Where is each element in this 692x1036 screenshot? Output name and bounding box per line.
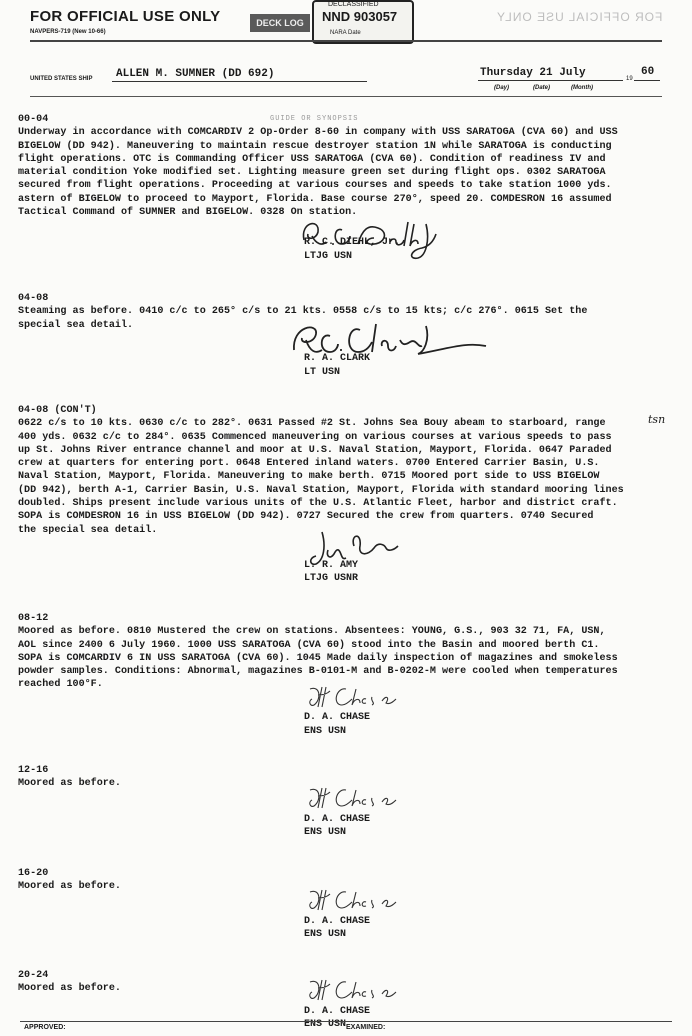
signer-name: D. A. CHASE — [304, 814, 371, 825]
log-year: 60 — [641, 66, 655, 78]
watch-text: Moored as before. 0810 Mustered the crew on stations. Absentees: YOUNG, G.S., 903 32 71, FA, USN, AOL since 2400 6 July 1960. 1000 USS SARATOGA (CVA 60) stood into the Basin and moored berth C1. SOPA is COMCARDIV 6 IN USS SARATOGA (CVA 60). 1045 Made daily inspection of magazines and smokeless powder samples. Conditions: Abnormal, magazines B-0101-M and B-0202-M were cooled when temperatures reached 100°F. — [18, 626, 618, 691]
signer-name: R. C. DIEHL, Jr. — [304, 237, 401, 248]
signer-rank: ENS USN — [304, 726, 347, 737]
footer-rule — [20, 1021, 672, 1022]
ship-underline — [112, 81, 367, 82]
stamp-line3: NARA Date — [330, 30, 361, 36]
signer-rank: LT USN — [304, 367, 341, 378]
classification-banner: FOR OFFICIAL USE ONLY — [30, 8, 221, 25]
watch-time: 20-24 — [18, 970, 49, 981]
declassified-stamp — [312, 0, 414, 44]
stamp-line1: DECLASSIFIED — [328, 1, 379, 8]
signer-name: D. A. CHASE — [304, 712, 371, 723]
watch-text: Moored as before. — [18, 983, 121, 995]
watch-time: 04-08 — [18, 293, 49, 304]
top-rule — [30, 40, 662, 42]
signer-rank: LTJG USNR — [304, 573, 359, 584]
watch-entry — [18, 612, 658, 692]
watch-time: 00-04 — [18, 114, 49, 125]
signature-chase-icon — [306, 683, 406, 713]
watch-entry — [18, 113, 658, 219]
log-date: Thursday 21 July — [480, 67, 586, 79]
date-label: (Date) — [533, 85, 551, 91]
watch-text: Moored as before. — [18, 881, 121, 893]
watch-time: 04-08 (CON'T) — [18, 405, 97, 416]
signature-chase-icon — [306, 784, 406, 814]
month-label: (Month) — [571, 85, 593, 91]
ship-name: ALLEN M. SUMNER (DD 692) — [116, 68, 275, 80]
signature-chase-icon — [306, 976, 406, 1006]
stamp-code: NND 903057 — [322, 9, 398, 24]
signer-rank: ENS USN — [304, 1019, 347, 1030]
watch-time: 12-16 — [18, 765, 49, 776]
margin-annotation: tsn — [648, 413, 666, 426]
deck-log-tab: DECK LOG — [250, 14, 310, 32]
day-label: (Day) — [494, 85, 510, 91]
signer-rank: ENS USN — [304, 929, 347, 940]
watch-text: 0622 c/s to 10 kts. 0630 c/c to 282°. 0631 Passed #2 St. Johns Sea Bouy abeam to starboard, range 400 yds. 0632 c/c to 284°. 0635 Commenced maneuvering on various courses at various speeds to pass up St. Johns River entrance channel and moor at U.S. Naval Station, Mayport, Florida. 0647 Paraded crew at quarters for entering port. 0648 Entered inland waters. 0700 Entered Carrier Basin, U.S. Naval Station, Mayport, Florida. Maneuvering to make berth. 0715 Moored port side to USS BIGELOW (DD 942), berth A-1, Carrier Basin, U.S. Naval Station, Mayport, Florida with standard mooring lines doubled. Ships present include various units of the U.S. Atlantic Fleet, harbor and district craft. SOPA is COMDESRON 16 in USS BIGELOW (DD 942). 0727 Secured the crew from quarters. 0740 Secured the special sea detail. — [18, 418, 624, 536]
signer-name: D. A. CHASE — [304, 1006, 371, 1017]
signer-name: D. A. CHASE — [304, 916, 371, 927]
year-underline — [634, 80, 660, 81]
watch-entry — [18, 404, 658, 537]
watch-time: 16-20 — [18, 868, 49, 879]
mirrored-classification: FOR OFFICIAL USE ONLY — [495, 10, 662, 24]
form-number: NAVPERS-719 (New 10-66) — [30, 29, 106, 35]
watch-text: Underway in accordance with COMCARDIV 2 Op-Order 8-60 in company with USS SARATOGA (CVA 60) and USS BIGELOW (DD 942). Maneuvering to maintain rescue destroyer station 1N while SARATOGA is conducting flight operations. OTC is Commanding Officer USS SARATOGA (CVA 60). Condition of readiness IV and material condition Yoke modified set. Lighting measure green set during flight ops. 0302 SARATOGA secured from flight operations. Proceeding at various courses and speeds to take station 1000 yds. astern of BIGELOW to proceed to Mayport, Florida. Base course 270°, speed 20. COMDESRON 16 assumed Tactical Command of SUMNER and BIGELOW. 0328 On station. — [18, 127, 618, 219]
signer-name: L. R. AMY — [304, 560, 359, 571]
signature-chase-icon — [306, 886, 406, 916]
ship-label: UNITED STATES SHIP — [30, 76, 93, 82]
date-underline — [478, 80, 623, 81]
header-rule — [30, 96, 662, 97]
approved-label: APPROVED: — [24, 1024, 66, 1031]
watch-time: 08-12 — [18, 613, 49, 624]
faint-caption: GUIDE OR SYNOPSIS — [270, 115, 359, 123]
signer-name: R. A. CLARK — [304, 353, 371, 364]
signer-rank: LTJG USN — [304, 251, 353, 262]
examined-label: EXAMINED: — [346, 1024, 386, 1031]
watch-text: Steaming as before. 0410 c/c to 265° c/s to 21 kts. 0558 c/s to 15 kts; c/c 276°. 0615 Set the special sea detail. — [18, 306, 588, 331]
watch-text: Moored as before. — [18, 778, 121, 790]
signer-rank: ENS USN — [304, 827, 347, 838]
year-prefix: 19 — [626, 76, 633, 82]
